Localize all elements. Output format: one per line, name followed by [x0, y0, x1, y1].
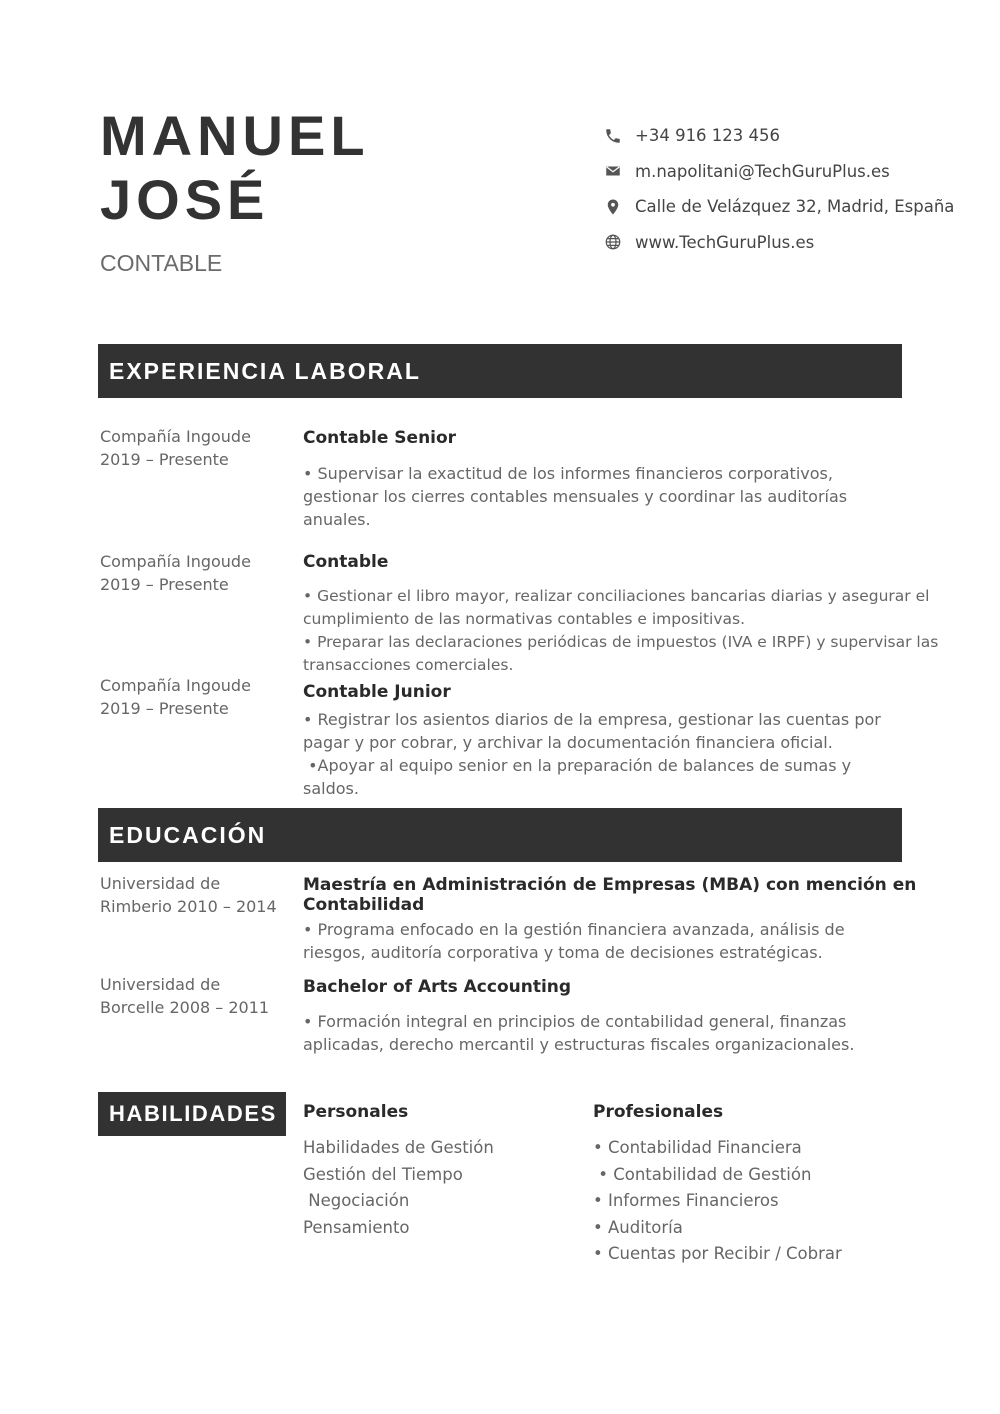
- job-3-company: Compañía Ingoude: [100, 676, 251, 695]
- edu-1-description: • Programa enfocado en la gestión financiera avanzada, análisis de riesgos, auditoría corporativa y toma de decisiones estratégicas.: [303, 920, 845, 962]
- job-1-meta: [100, 425, 290, 471]
- job-1-title: Contable Senior: [303, 428, 457, 448]
- contact-phone: [604, 118, 954, 154]
- job-2-dates: 2019 – Presente: [100, 575, 229, 594]
- professional-skill-item: • Auditoría: [593, 1217, 683, 1237]
- job-2-company: Compañía Ingoude: [100, 552, 251, 571]
- job-3-description: • Registrar los asientos diarios de la empresa, gestionar las cuentas por pagar y por cobrar, y archivar la documentación financiera oficial. •Apoyar al equipo senior en la preparación de balances de sumas y saldos.: [303, 710, 881, 798]
- edu-1: [303, 875, 963, 964]
- skills-heading: HABILIDADES: [109, 1101, 277, 1126]
- professional-skill-item: • Contabilidad Financiera: [593, 1138, 802, 1157]
- professional-skills-heading: Profesionales: [593, 1102, 724, 1122]
- personal-skill-item: Negociación: [303, 1191, 410, 1210]
- edu-1-school: Universidad de Rimberio 2010 – 2014: [100, 874, 277, 916]
- job-role: CONTABLE: [100, 250, 223, 276]
- job-1: [303, 428, 963, 531]
- globe-icon: [604, 233, 622, 251]
- professional-skill-item: • Contabilidad de Gestión: [593, 1164, 812, 1184]
- personal-skills-heading: Personales: [303, 1102, 409, 1122]
- edu-2-description: • Formación integral en principios de contabilidad general, finanzas aplicadas, derecho mercantil y estructuras fiscales organizacionales.: [303, 1012, 855, 1054]
- job-3: [303, 682, 963, 800]
- phone-icon: [604, 127, 622, 145]
- edu-2: [303, 977, 963, 1056]
- contact-website: [604, 225, 954, 261]
- job-2: [303, 552, 963, 677]
- contact-list: [604, 118, 954, 260]
- job-2-meta: [100, 550, 290, 596]
- experience-heading-bar: [98, 344, 902, 398]
- personal-skills: [303, 1102, 494, 1241]
- website-text[interactable]: www.TechGuruPlus.es: [635, 232, 815, 252]
- name-line-2: JOSÉ: [100, 168, 270, 231]
- skills-heading-bar: [98, 1092, 286, 1136]
- education-heading: EDUCACIÓN: [109, 821, 267, 848]
- professional-skills: [593, 1102, 842, 1268]
- education-heading-bar: [98, 808, 902, 862]
- mail-icon: [604, 162, 622, 180]
- personal-skill-item: Gestión del Tiempo: [303, 1164, 463, 1184]
- job-1-dates: 2019 – Presente: [100, 450, 229, 469]
- phone-text[interactable]: +34 916 123 456: [635, 126, 781, 146]
- job-3-meta: [100, 674, 290, 720]
- professional-skill-item: • Informes Financieros: [593, 1191, 779, 1210]
- job-2-title: Contable: [303, 552, 389, 572]
- edu-2-title: Bachelor of Arts Accounting: [303, 977, 572, 997]
- job-3-dates: 2019 – Presente: [100, 699, 229, 718]
- professional-skill-item: • Cuentas por Recibir / Cobrar: [593, 1244, 842, 1263]
- location-pin-icon: [604, 198, 622, 216]
- name-line-1: MANUEL: [100, 104, 370, 167]
- address-text: Calle de Velázquez 32, Madrid, España: [635, 197, 955, 217]
- candidate-name: [100, 104, 370, 232]
- edu-2-school: Universidad de Borcelle 2008 – 2011: [100, 975, 270, 1017]
- job-2-description: • Gestionar el libro mayor, realizar conciliaciones bancarias diarias y asegurar el cumplimiento de las normativas contables e impositivas. • Preparar las declaraciones periódicas de impuestos (IVA e IRPF) y supervisar las transacciones comerciales.: [303, 587, 939, 674]
- experience-heading: EXPERIENCIA LABORAL: [109, 357, 421, 384]
- job-3-title: Contable Junior: [303, 682, 451, 702]
- email-text[interactable]: m.napolitani@TechGuruPlus.es: [635, 161, 890, 181]
- contact-address: [604, 189, 954, 225]
- contact-email: [604, 154, 954, 190]
- job-1-company: Compañía Ingoude: [100, 427, 251, 446]
- job-1-description: • Supervisar la exactitud de los informes financieros corporativos, gestionar los cierres contables mensuales y coordinar las auditorías anuales.: [303, 464, 848, 529]
- personal-skill-item: Pensamiento: [303, 1217, 410, 1237]
- edu-1-title: Maestría en Administración de Empresas (MBA) con mención en Contabilidad: [303, 875, 917, 915]
- personal-skill-item: Habilidades de Gestión: [303, 1138, 494, 1157]
